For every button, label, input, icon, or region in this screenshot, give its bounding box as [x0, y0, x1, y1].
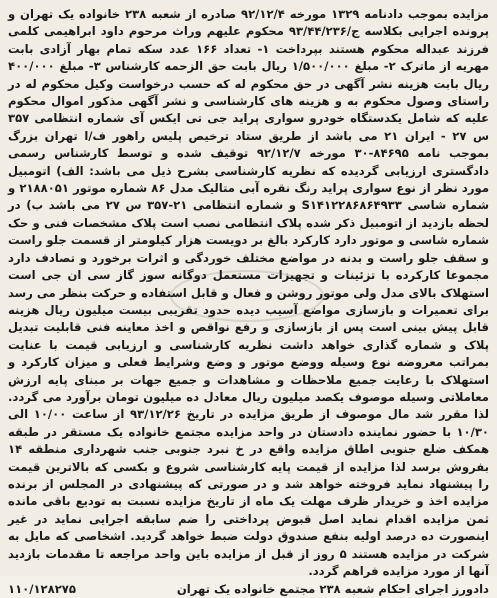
notice-footer — [8, 581, 489, 598]
notice-signature: دادورز اجرای احکام شعبه ۲۳۸ مجتمع خانواده یک تهران — [176, 582, 489, 597]
notice-reference-number: ۱۱۰/۱۲۸۲۷۵ — [8, 582, 76, 597]
auction-notice-text: مزایده بموجب دادنامه ۱۳۲۹ مورخه ۹۲/۱۲/۴ صادره از شعبه ۲۳۸ خانواده یک تهران و پرونده اجرایی بکلاسه ج/۹۳/۴۴/۲۳۶ محکوم علیهم وراث مرحوم داود ابراهیمی کلمی فرزند عبداله محکوم هستند بپرداخت ۱- تعداد ۱۶۶ عدد سکه تمام بهار آزادی بابت مهریه از ماترک ۲- مبلغ ۱/۵۰۰/۰۰۰ ریال بابت حق الزحمه کارشناس ۳- مبلغ ۴۰۰/۰۰۰ ریال بابت هزینه نشر آگهی در حق محکوم له که حسب درخواست وکیل محکوم له در راستای وصول محکوم به و هزینه های کارشناسی و نشر آگهی مذکور اموال محکوم علیه که شامل یکدستگاه خودرو سواری پراید جی تی ایکس آی شماره انتظامی ۳۵۷ س ۲۷ - ایران ۲۱ می باشد از طریق ستاد ترخیص پلیس راهور ف/ا تهران بزرگ بموجب نامه ۸۴۶۹۵-۳۰ مورخه ۹۲/۱۲/۷ توقیف شده و توسط کارشناس رسمی دادگستری ارزیابی گردیده که نظریه کارشناسی بشرح ذیل می باشد: الف) اتومبیل مورد نظر از نوع سواری پراید رنگ نقره آبی متالیک مدل ۸۶ شماره موتور ۲۱۸۸۰۵۱ و شماره شاسی S۱۴۱۲۲۸۶۸۶۴۹۳۳ و شماره انتظامی ۲۱-۳۵۷ س ۲۷ می باشد ب) در لحظه بازدید از اتومبیل ذکر شده پلاک انتظامی نصب است پلاک مشخصات فنی و حک شماره شاسی و موتور دارد کارکرد بالغ بر دویست هزار کیلومتر از قسمت جلو راست و سقف جلو راست و بدنه در مواضع مختلف خوردگی و اثرات برخورد و تصادف دارد مجموعا کارکرده با تزئینات و تجهیزات مستعمل دوگانه سوز گاز سی ان جی است استهلاک بالای مدل ولی موتور روشن و فعال و قابل استفاده و حرکت بنظر می رسد برای تعمیرات و بازسازی مواضع آسیب دیده حدود تقریبی بیست میلیون ریال هزینه قابل پیش بینی است پس از بازسازی و رفع نواقص و اخذ معاینه فنی قابلیت تبدیل پلاک و شماره گذاری خواهد داشت نظریه کارشناسی و ارزیابی قیمت با عنایت بمراتب معروضه نوع وسیله ووضع موتور و وضع وشرایط فعلی و میزان کارکرد و استهلاک با رعایت جمیع ملاحظات و مشاهدات و جمیع جهات بر مبنای پایه ارزش معاملاتی وسیله موصوف یکصد میلیون ریال معادل ده میلیون تومان برآورد می گردد. لذا مقرر شد مال موصوف از طریق مزایده در تاریخ ۹۳/۱۲/۲۶ از ساعت ۱۰/۰۰ الی ۱۰/۳۰ با حضور نماینده دادستان در واحد مزایده مجتمع خانواده یک مستقر در طبقه همکف ضلع جنوبی اطاق مزایده واقع در خ نبرد جنوبی جنب شهرداری منطقه ۱۴ بفروش برسد لذا مزایده از قیمت پایه کارشناسی شروع و بکسی که بالاترین قیمت را پیشنهاد نماید فروخته خواهد شد و در صورتی که پیشنهادی در المجلس از برنده مزایده اخذ و خریدار ظرف مهلت یک ماه از تاریخ مزایده نسبت به تودیع باقی مانده ثمن مزایده اقدام نماید اصل قبوض پرداختی را ضم سابقه اجرایی نماید در غیر اینصورت ده درصد اولیه بنفع صندوق دولت ضبط خواهد گردید. اشخاصی که مایل به شرکت در مزایده هستند ۵ روز از قبل از مزایده باین واحد مراجعه تا مقدمات بازدید آنها از مورد مزایده فراهم گردد. — [8, 7, 490, 578]
